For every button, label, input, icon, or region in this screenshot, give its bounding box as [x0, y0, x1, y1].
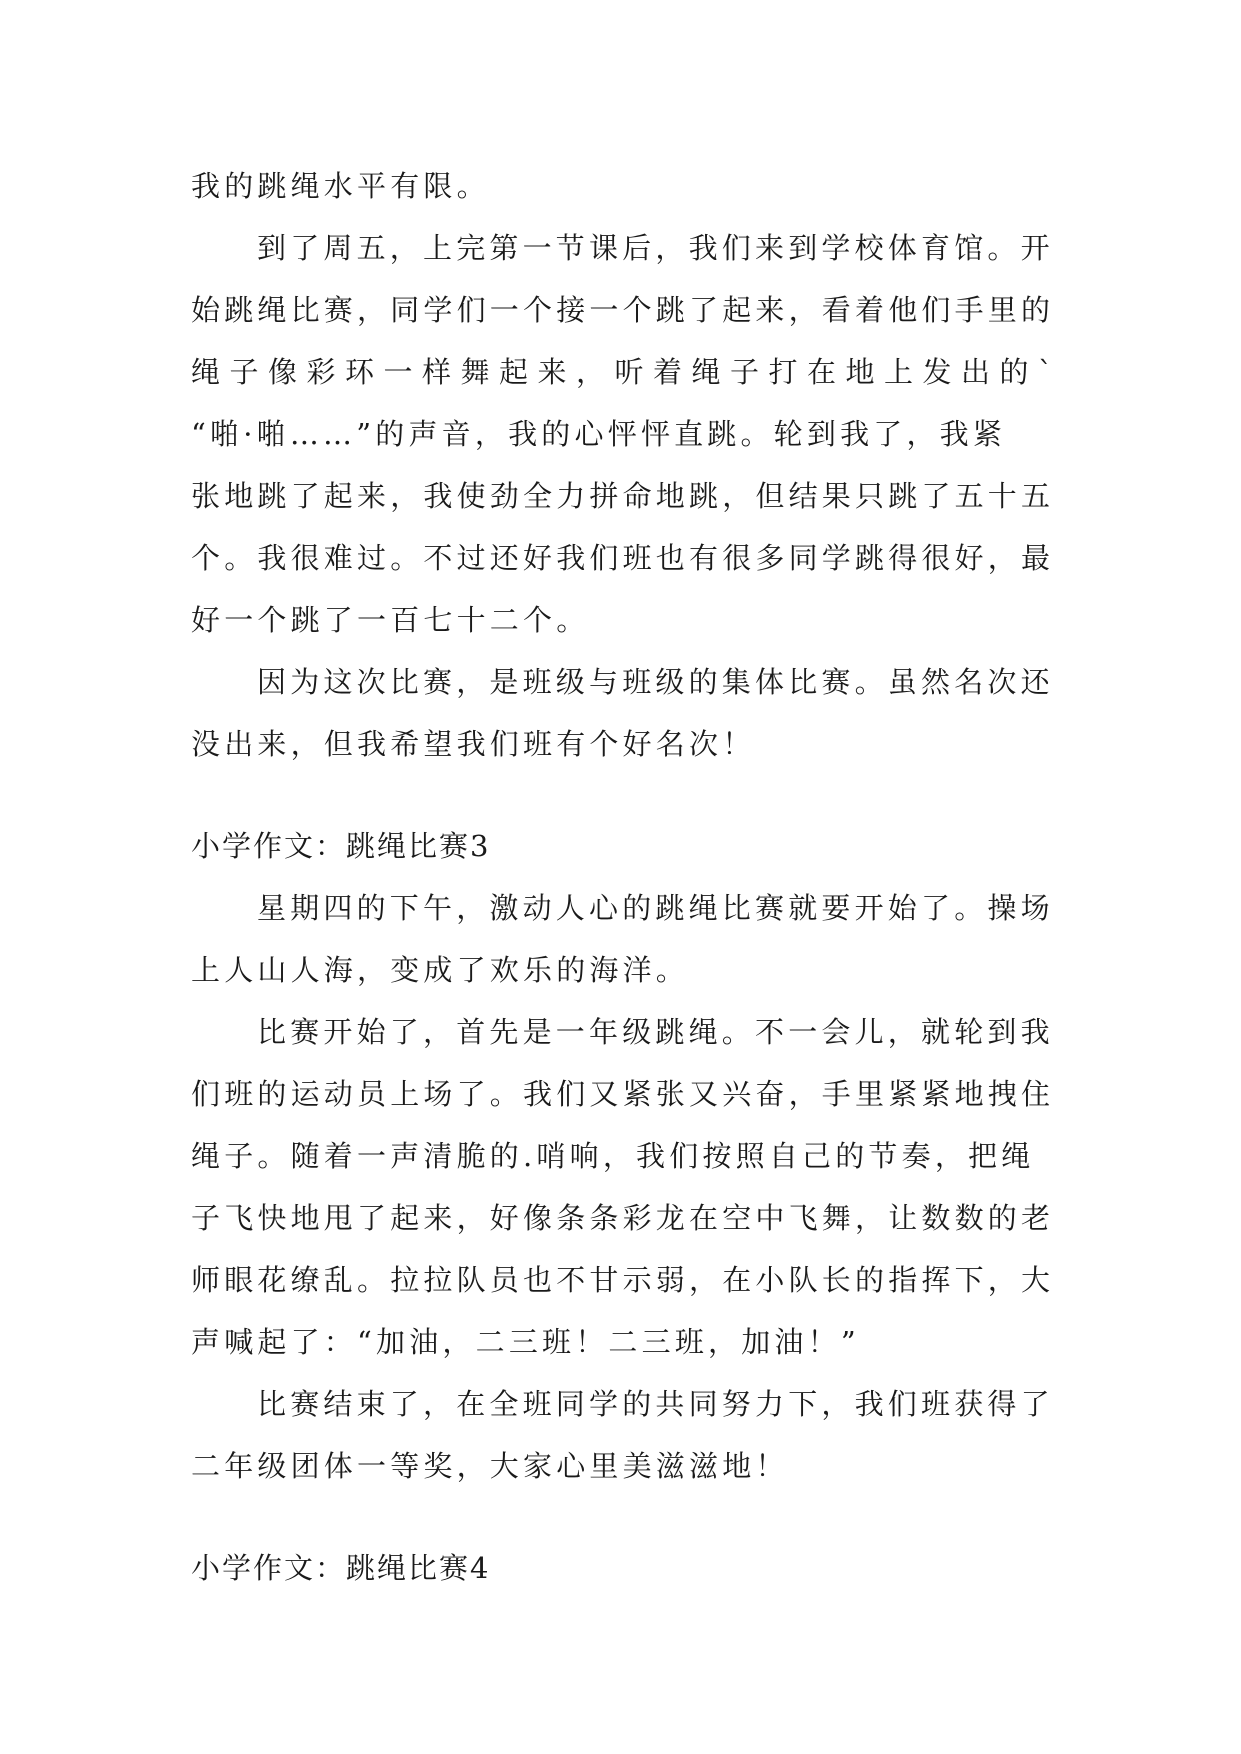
section-heading: 小学作文：跳绳比赛4 — [191, 1551, 491, 1585]
paragraph-line: 我的跳绳水平有限。 — [191, 169, 490, 203]
paragraph-line: 张地跳了起来，我使劲全力拼命地跳，但结果只跳了五十五 — [191, 479, 1055, 513]
paragraph-line: 比赛开始了，首先是一年级跳绳。不一会儿，就轮到我 — [257, 1015, 1054, 1049]
paragraph-line: “啪·啪……”的声音，我的心怦怦直跳。轮到我了，我紧 — [191, 417, 1007, 451]
paragraph-line: 们班的运动员上场了。我们又紧张又兴奋，手里紧紧地拽住 — [191, 1077, 1055, 1111]
paragraph-line: 星期四的下午，激动人心的跳绳比赛就要开始了。操场 — [257, 891, 1054, 925]
paragraph-line: 因为这次比赛，是班级与班级的集体比赛。虽然名次还 — [257, 665, 1054, 699]
paragraph-line: 好一个跳了一百七十二个。 — [191, 603, 590, 637]
paragraph-line: 绳子像彩环一样舞起来，听着绳子打在地上发出的` — [191, 355, 1063, 389]
paragraph-line: 子飞快地甩了起来，好像条条彩龙在空中飞舞，让数数的老 — [191, 1201, 1055, 1235]
paragraph-line: 绳子。随着一声清脆的.哨响，我们按照自己的节奏，把绳 — [191, 1139, 1035, 1173]
paragraph-line: 个。我很难过。不过还好我们班也有很多同学跳得很好，最 — [191, 541, 1055, 575]
paragraph-line: 始跳绳比赛，同学们一个接一个跳了起来，看着他们手里的 — [191, 293, 1055, 327]
paragraph-line: 没出来，但我希望我们班有个好名次！ — [191, 727, 756, 761]
paragraph-line: 比赛结束了，在全班同学的共同努力下，我们班获得了 — [257, 1387, 1054, 1421]
paragraph-line: 到了周五，上完第一节课后，我们来到学校体育馆。开 — [257, 231, 1054, 265]
paragraph-line: 二年级团体一等奖，大家心里美滋滋地！ — [191, 1449, 789, 1483]
paragraph-line: 上人山人海，变成了欢乐的海洋。 — [191, 953, 690, 987]
section-heading: 小学作文：跳绳比赛3 — [191, 829, 491, 863]
paragraph-line: 声喊起了：“加油，二三班！二三班，加油！” — [191, 1325, 860, 1359]
paragraph-line: 师眼花缭乱。拉拉队员也不甘示弱，在小队长的指挥下，大 — [191, 1263, 1055, 1297]
